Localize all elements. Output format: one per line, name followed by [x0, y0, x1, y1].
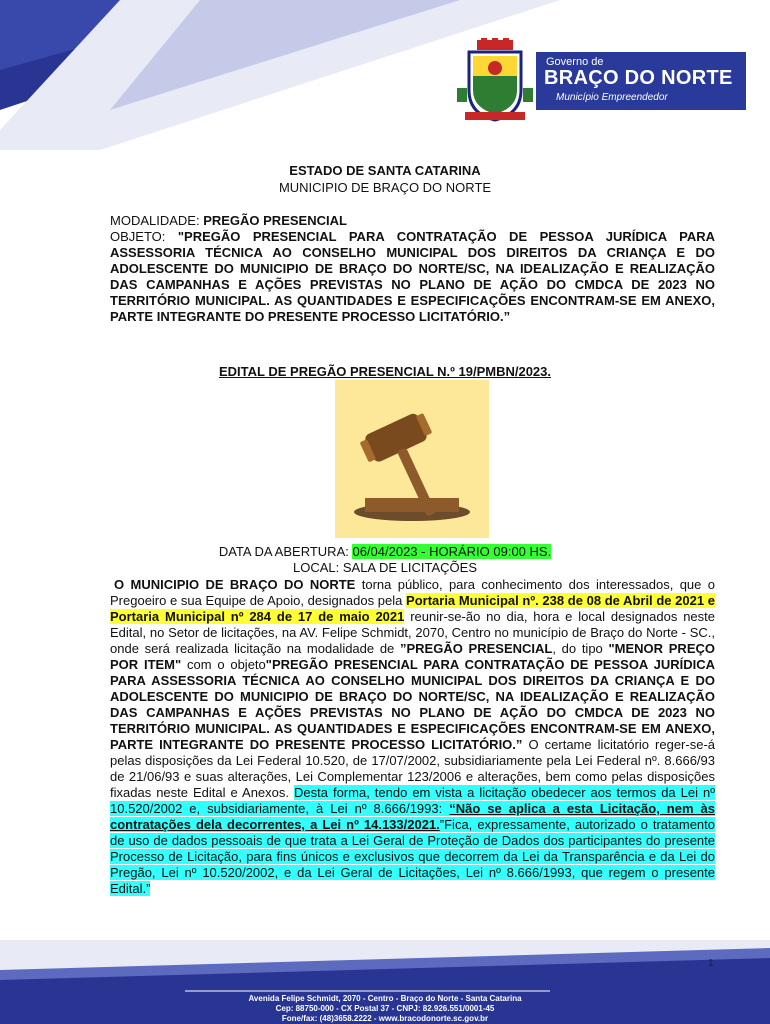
modalidade-value: PREGÃO PRESENCIAL	[203, 213, 347, 228]
footer-contact: Fone/fax: (48)3658.2222 - www.bracodonorte.sc.gov.br	[281, 1014, 489, 1023]
brand-line2: BRAÇO DO NORTE	[544, 67, 733, 89]
body-nao-aplica: “Não se aplica a esta Licitação, nem às contratações dela decorrentes, a Lei nº 14.133/2021.	[110, 801, 715, 832]
page-number: 1	[708, 958, 714, 969]
abertura-label: DATA DA ABERTURA:	[218, 544, 353, 559]
abertura-line	[0, 544, 770, 559]
page-header	[0, 0, 770, 150]
body-tipo: "MENOR PREÇO POR ITEM"	[110, 641, 715, 672]
body-text-1: torna público, para conhecimento dos interessados, que o Pregoeiro e sua Equipe de Apoio, designados pela	[110, 577, 715, 608]
modalidade-line	[110, 213, 715, 229]
local-line: LOCAL: SALA DE LICITAÇÕES	[293, 560, 477, 575]
modalidade-label: MODALIDADE:	[110, 213, 204, 228]
objeto-label: OBJETO:	[110, 229, 178, 244]
footer-cep: Cep: 88750-000 - CX Postal 37 - CNPJ: 82.926.551/0001-45	[275, 1004, 495, 1013]
body-text-5: O certame licitatório reger-se-á pelas disposições da Lei Federal 10.520, de 17/07/2002, subsidiariamente pela Lei Federal nº. 8.666/93 de 21/06/93 e suas alterações, Lei Complementar 123/2006 e alterações, bem como pelas disposições fixadas neste Edital e Anexos.	[110, 737, 715, 800]
gavel-icon	[335, 380, 489, 538]
edital-title-text: EDITAL DE PREGÃO PRESENCIAL N.º 19/PMBN/2023.	[219, 364, 551, 379]
page-footer	[0, 940, 770, 1024]
body-text-3: , do tipo	[552, 641, 609, 656]
brand-banner	[536, 52, 746, 110]
brand-line1: Governo de	[546, 56, 604, 68]
footer-address: Avenida Felipe Schmidt, 2070 - Centro - Braço do Norte - Santa Catarina	[248, 994, 522, 1003]
body-modalidade: ”PREGÃO PRESENCIAL	[400, 641, 553, 656]
coat-of-arms-icon	[455, 38, 535, 123]
body-lei-text: Desta forma, tendo em vista a licitação obedecer aos termos da Lei nº 10.520/2002 e, subsidiariamente, à Lei nº 8.666/1993:	[110, 785, 715, 816]
body-lgpd-text: ”Fica, expressamente, autorizado o tratamento de uso de dados pessoais de que trata a Lei Geral de Proteção de Dados dos participantes do presente Processo de Licitação, para fins únicos e exclusivos que decorrem da Lei da Transparência e da Lei do Pregão, Lei nº 10.520/2002, e da Lei Geral de Licitações, Lei nº 8.666/1993, que regem o presente Edital.”	[110, 817, 715, 896]
body-objeto: "PREGÃO PRESENCIAL PARA CONTRATAÇÃO DE PESSOA JURÍDICA PARA ASSESSORIA TÉCNICA AO CONSELHO MUNICIPAL DOS DIREITOS DA CRIANÇA E DO ADOLESCENTE DO MUNICIPIO DE BRAÇO DO NORTE/SC, NA IDEALIZAÇÃO E REALIZAÇÃO DAS CAMPANHAS E AÇÕES PREVISTAS NO PLANO DE AÇÃO DO CMDCA DE 2023 NO TERRITÓRIO MUNICIPAL. AS QUANTIDADES E ESPECIFICAÇÕES ENCONTRAM-SE EM ANEXO, PARTE INTEGRANTE DO PRESENTE PROCESSO LICITATÓRIO.”	[110, 657, 716, 752]
city-title: MUNICIPIO DE BRAÇO DO NORTE	[278, 180, 492, 195]
edital-title	[0, 364, 770, 379]
body-portaria: Portaria Municipal nº. 238 de 08 de Abril de 2021 e Portaria Municipal nº 284 de 17 de maio 2021	[110, 593, 715, 624]
abertura-value: 06/04/2023 - HORÁRIO 09:00 HS.	[352, 544, 552, 559]
body-paragraph	[110, 577, 715, 897]
objeto-paragraph	[110, 229, 715, 325]
objeto-value: "PREGÃO PRESENCIAL PARA CONTRATAÇÃO DE PESSOA JURÍDICA PARA ASSESSORIA TÉCNICA AO CONSELHO MUNICIPAL DOS DIREITOS DA CRIANÇA E DO ADOLESCENTE DO MUNICIPIO DE BRAÇO DO NORTE/SC, NA IDEALIZAÇÃO E REALIZAÇÃO DAS CAMPANHAS E AÇÕES PREVISTAS NO PLANO DE AÇÃO DO CMDCA DE 2023 NO TERRITÓRIO MUNICIPAL. AS QUANTIDADES E ESPECIFICAÇÕES ENCONTRAM-SE EM ANEXO, PARTE INTEGRANTE DO PRESENTE PROCESSO LICITATÓRIO.”	[110, 229, 716, 324]
state-title: ESTADO DE SANTA CATARINA	[289, 163, 481, 178]
brand-line3: Município Empreendedor	[556, 92, 668, 103]
body-municipio: O MUNICIPIO DE BRAÇO DO NORTE	[114, 577, 356, 592]
body-text-4: com o objeto	[181, 657, 266, 672]
body-text-2: reunir-se-ão no dia, hora e local designados neste Edital, no Setor de licitações, na AV. Felipe Schmidt, 2070, Centro no município de Braço do Norte - SC., onde será realizada licitação na modalidade de	[110, 609, 716, 656]
